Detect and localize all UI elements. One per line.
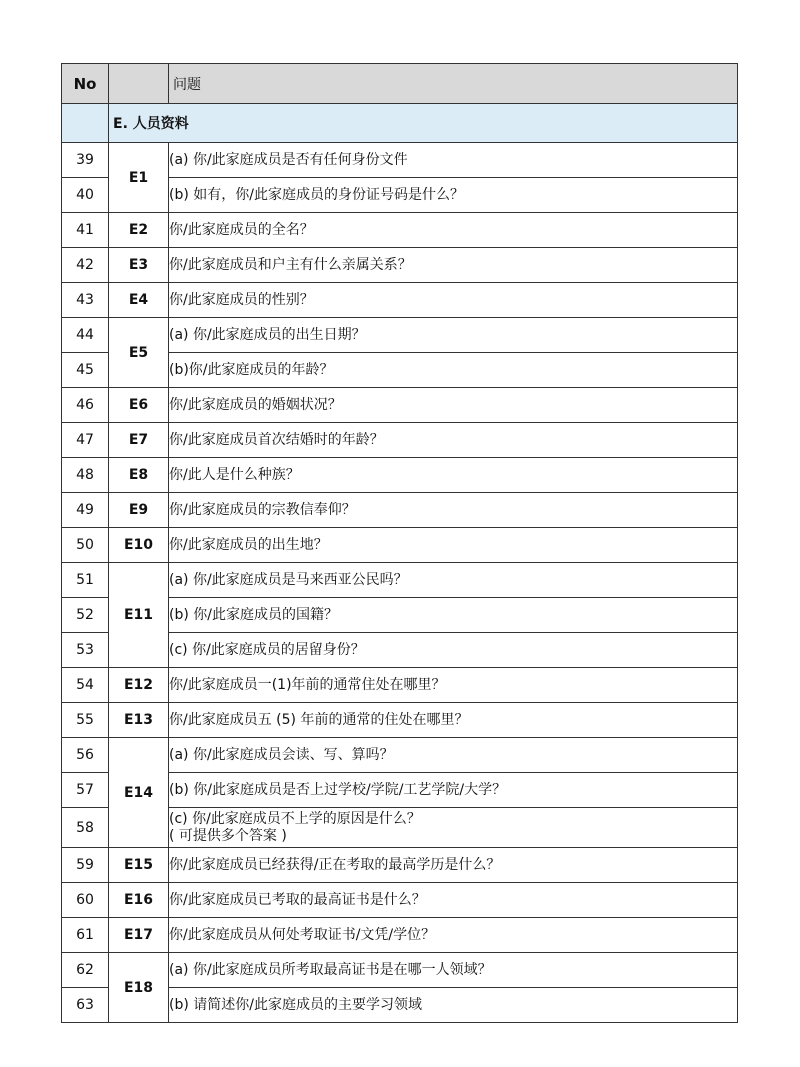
table-row [62, 143, 738, 178]
question-text: 你/此人是什么种族？ [169, 458, 738, 493]
table-row [62, 953, 738, 988]
question-code: E6 [109, 388, 169, 423]
table-row [62, 738, 738, 773]
question-text: 你/此家庭成员首次结婚时的年龄？ [169, 423, 738, 458]
question-text: (b) 你/此家庭成员是否上过学校/学院/工艺学院/大学？ [169, 773, 738, 808]
table-row [62, 563, 738, 598]
question-text [169, 808, 738, 848]
row-number: 51 [62, 563, 109, 598]
question-text: (a) 你/此家庭成员是否有任何身份文件 [169, 143, 738, 178]
row-number: 57 [62, 773, 109, 808]
table-row [62, 423, 738, 458]
question-text: 你/此家庭成员从何处考取证书/文凭/学位？ [169, 918, 738, 953]
row-number: 39 [62, 143, 109, 178]
question-code: E12 [109, 668, 169, 703]
row-number: 41 [62, 213, 109, 248]
question-text-line2: ( 可提供多个答案 ) [169, 827, 287, 844]
header-question: 问题 [169, 64, 738, 104]
row-number: 46 [62, 388, 109, 423]
question-text: (b) 你/此家庭成员的国籍？ [169, 598, 738, 633]
question-code: E7 [109, 423, 169, 458]
row-number: 52 [62, 598, 109, 633]
row-number: 48 [62, 458, 109, 493]
question-code: E5 [109, 318, 169, 388]
row-number: 61 [62, 918, 109, 953]
row-number: 55 [62, 703, 109, 738]
section-title: E. 人员资料 [109, 104, 738, 143]
question-code: E13 [109, 703, 169, 738]
question-text: 你/此家庭成员的出生地？ [169, 528, 738, 563]
table-row [62, 388, 738, 423]
table-row [62, 883, 738, 918]
row-number: 42 [62, 248, 109, 283]
question-text: (c) 你/此家庭成员的居留身份？ [169, 633, 738, 668]
table-row [62, 668, 738, 703]
question-code: E14 [109, 738, 169, 848]
question-text: (a) 你/此家庭成员的出生日期？ [169, 318, 738, 353]
row-number: 60 [62, 883, 109, 918]
question-code: E8 [109, 458, 169, 493]
row-number: 40 [62, 178, 109, 213]
question-text: (a) 你/此家庭成员是马来西亚公民吗？ [169, 563, 738, 598]
table-header-row [62, 64, 738, 104]
question-text: (b)你/此家庭成员的年龄？ [169, 353, 738, 388]
table-row [62, 248, 738, 283]
row-number: 44 [62, 318, 109, 353]
question-code: E4 [109, 283, 169, 318]
question-text: (b) 请简述你/此家庭成员的主要学习领域 [169, 988, 738, 1023]
row-number: 49 [62, 493, 109, 528]
question-table [61, 63, 738, 1023]
question-text: 你/此家庭成员的性别？ [169, 283, 738, 318]
section-spacer [62, 104, 109, 143]
question-code: E3 [109, 248, 169, 283]
row-number: 45 [62, 353, 109, 388]
question-text: (a) 你/此家庭成员会读、写、算吗？ [169, 738, 738, 773]
header-no: No [62, 64, 109, 104]
question-text: (b) 如有，你/此家庭成员的身份证号码是什么？ [169, 178, 738, 213]
row-number: 59 [62, 848, 109, 883]
question-code: E17 [109, 918, 169, 953]
question-text: 你/此家庭成员五 (5) 年前的通常的住处在哪里？ [169, 703, 738, 738]
question-text: 你/此家庭成员和户主有什么亲属关系？ [169, 248, 738, 283]
header-code [109, 64, 169, 104]
table-row [62, 703, 738, 738]
table-row [62, 318, 738, 353]
question-text: 你/此家庭成员的婚姻状况？ [169, 388, 738, 423]
question-text-line1: (c) 你/此家庭成员不上学的原因是什么？ [169, 810, 421, 827]
question-code: E11 [109, 563, 169, 668]
table-row [62, 458, 738, 493]
table-row [62, 848, 738, 883]
question-text: 你/此家庭成员的全名？ [169, 213, 738, 248]
row-number: 58 [62, 808, 109, 848]
table-row [62, 213, 738, 248]
question-code: E10 [109, 528, 169, 563]
row-number: 53 [62, 633, 109, 668]
question-code: E1 [109, 143, 169, 213]
table-row [62, 528, 738, 563]
row-number: 56 [62, 738, 109, 773]
question-text: 你/此家庭成员的宗教信奉仰？ [169, 493, 738, 528]
question-text: 你/此家庭成员已经获得/正在考取的最高学历是什么？ [169, 848, 738, 883]
table-row [62, 283, 738, 318]
row-number: 43 [62, 283, 109, 318]
question-text: 你/此家庭成员一(1)年前的通常住处在哪里？ [169, 668, 738, 703]
question-text: (a) 你/此家庭成员所考取最高证书是在哪一人领域？ [169, 953, 738, 988]
question-code: E15 [109, 848, 169, 883]
question-code: E9 [109, 493, 169, 528]
section-row [62, 104, 738, 143]
question-code: E16 [109, 883, 169, 918]
table-row [62, 493, 738, 528]
row-number: 54 [62, 668, 109, 703]
row-number: 63 [62, 988, 109, 1023]
question-text: 你/此家庭成员已考取的最高证书是什么？ [169, 883, 738, 918]
question-code: E2 [109, 213, 169, 248]
table-row [62, 918, 738, 953]
question-code: E18 [109, 953, 169, 1023]
row-number: 62 [62, 953, 109, 988]
row-number: 50 [62, 528, 109, 563]
row-number: 47 [62, 423, 109, 458]
